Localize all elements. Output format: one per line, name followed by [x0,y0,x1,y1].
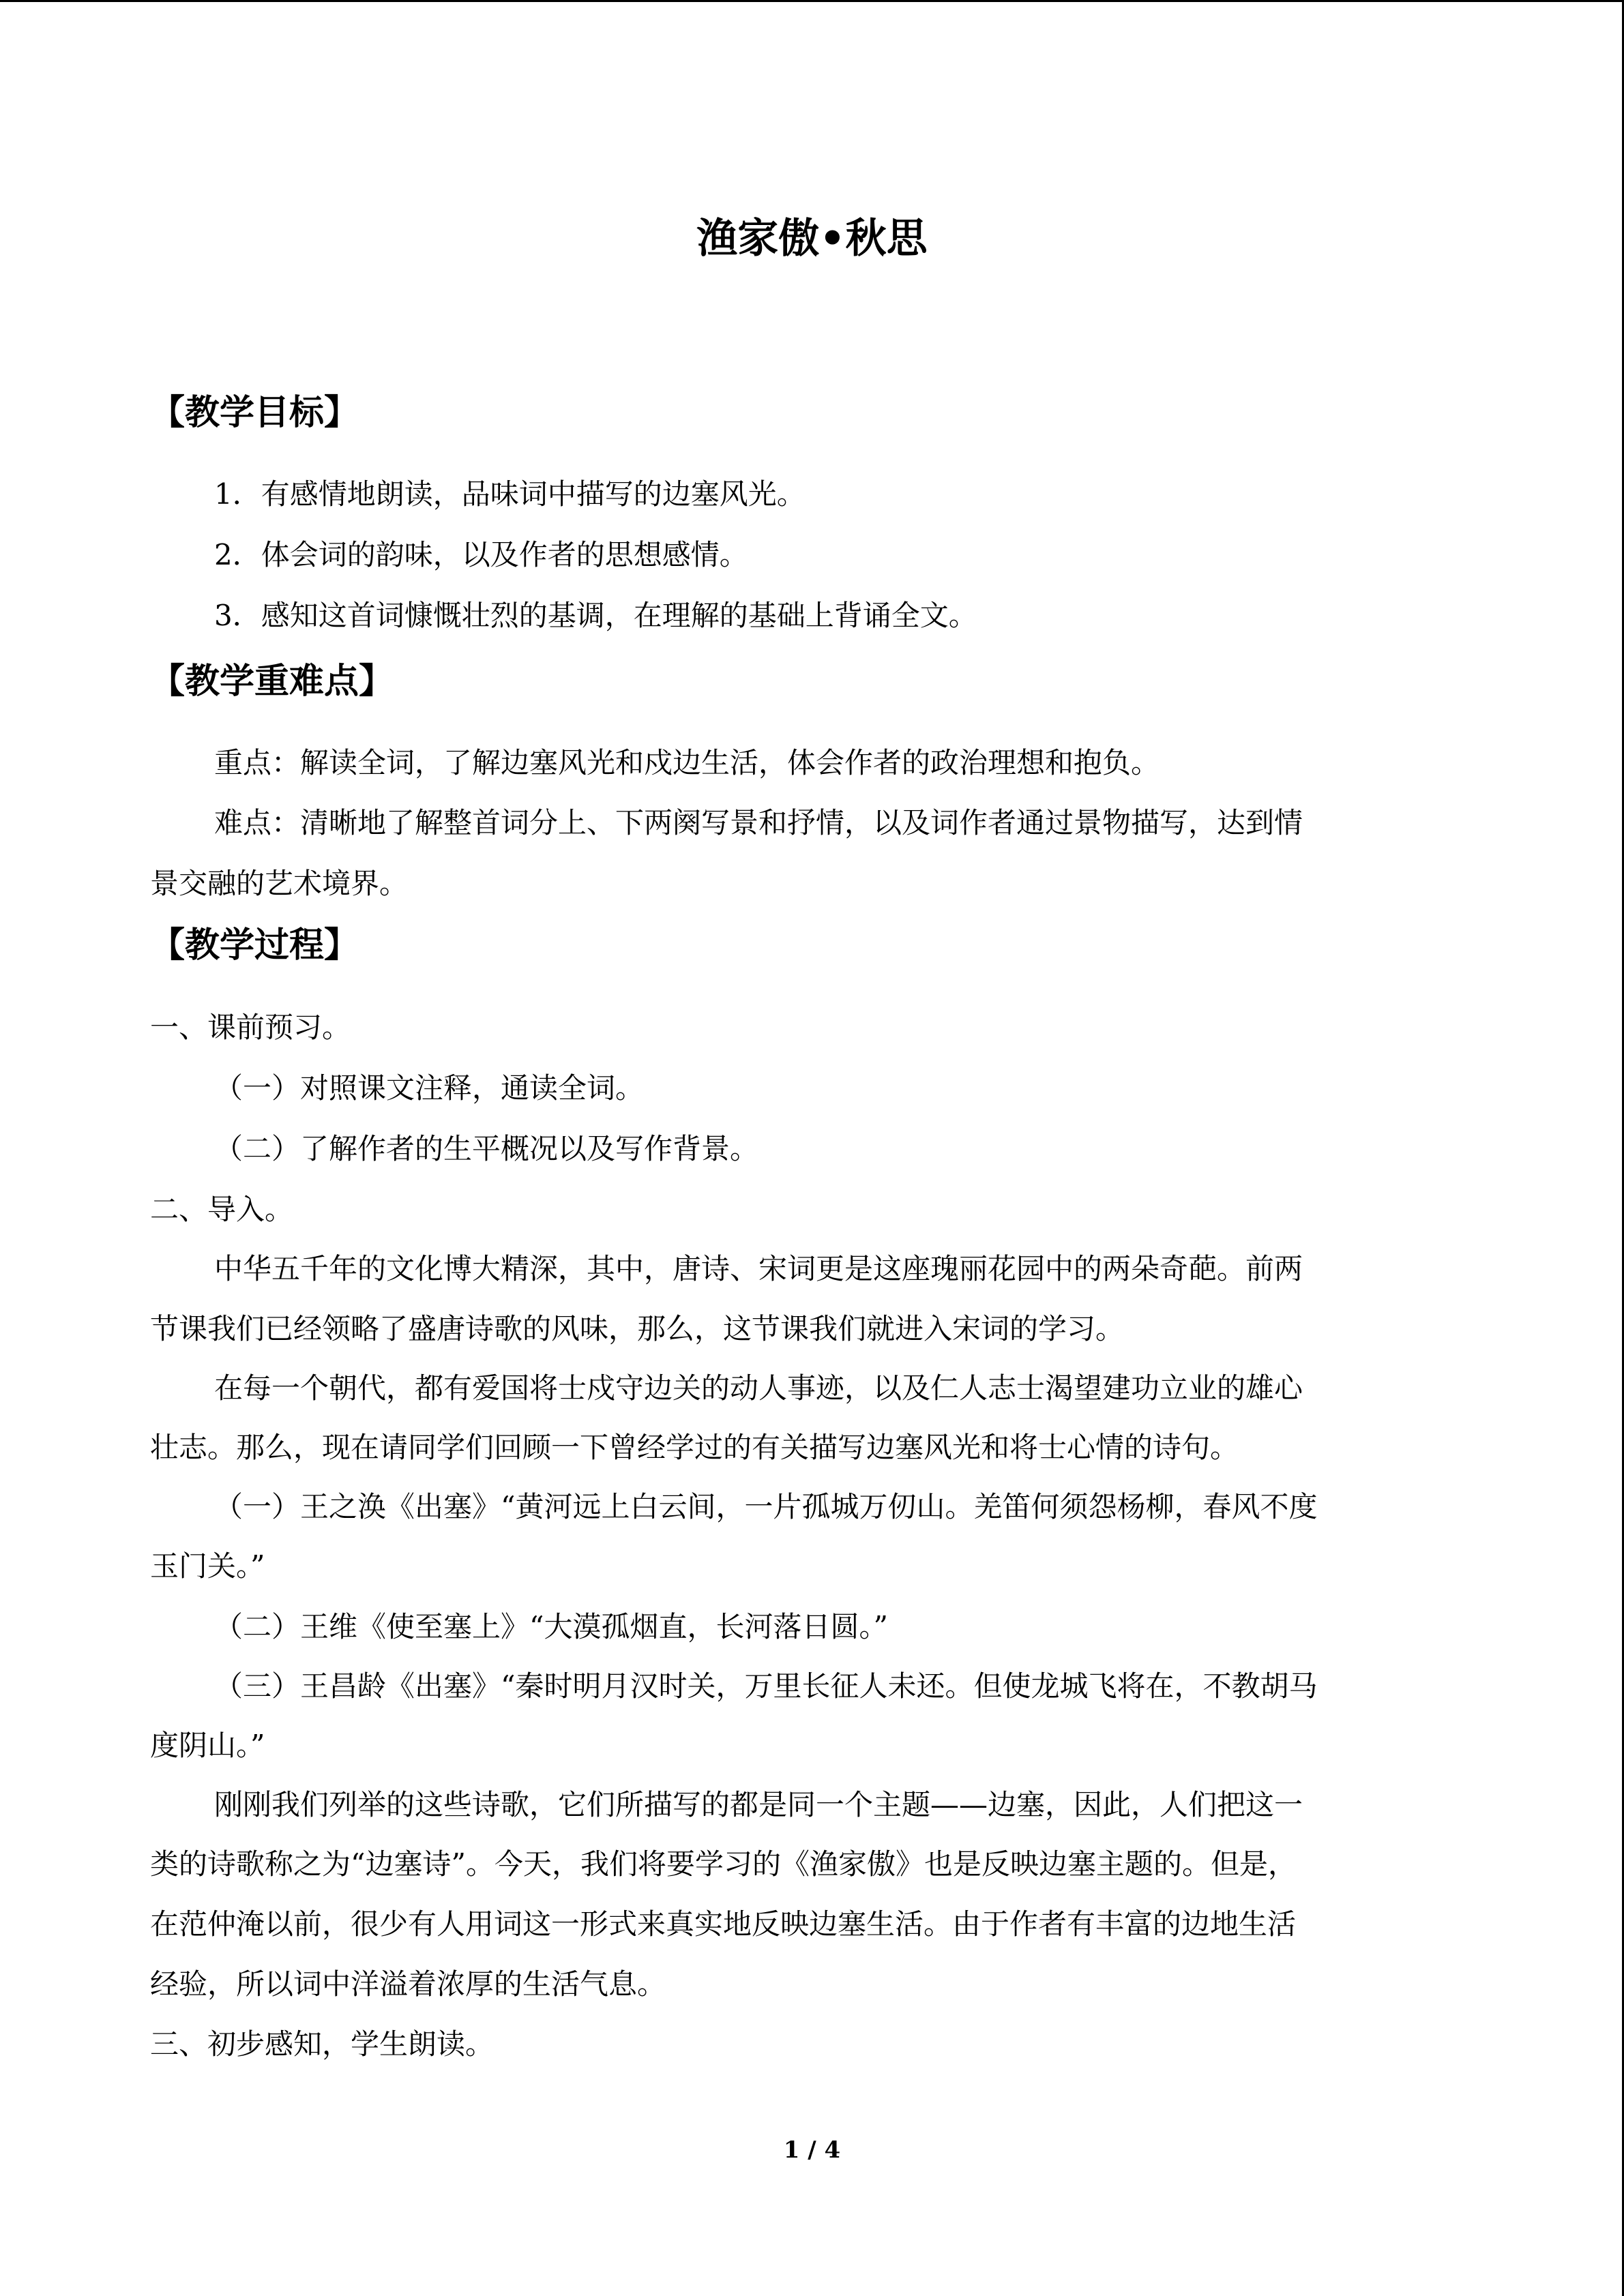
process-substep: （一）对照课文注释，通读全词。 [214,1071,645,1105]
paragraph-line: 中华五千年的文化博大精深，其中，唐诗、宋词更是这座瑰丽花园中的两朵奇葩。前两 [214,1252,1303,1285]
heading-objectives: 【教学目标】 [150,393,359,433]
process-step: 三、初步感知，学生朗读。 [150,2027,494,2061]
objective-item: 1．有感情地朗读，品味词中描写的边塞风光。 [214,477,806,511]
paragraph-line: 在每一个朝代，都有爱国将士戍守边关的动人事迹，以及仁人志士渴望建功立业的雄心 [214,1371,1303,1405]
difficult-point-text: 难点：清晰地了解整首词分上、下两阕写景和抒情，以及词作者通过景物描写，达到情 [214,806,1303,839]
process-step: 一、课前预习。 [150,1011,351,1044]
poem-quote-line: （二）王维《使至塞上》“大漠孤烟直，长河落日圆。” [214,1610,888,1643]
paragraph-line: 壮志。那么，现在请同学们回顾一下曾经学过的有关描写边塞风光和将士心情的诗句。 [150,1431,1239,1464]
paragraph-line: 刚刚我们列举的这些诗歌，它们所描写的都是同一个主题——边塞，因此，人们把这一 [214,1788,1303,1821]
poem-quote-line: 度阴山。” [150,1729,265,1762]
heading-key-points: 【教学重难点】 [150,661,394,702]
page-title: 渔家傲•秋思 [696,215,928,263]
poem-quote-line: （一）王之涣《出塞》“黄河远上白云间，一片孤城万仞山。羌笛何须怨杨柳，春风不度 [214,1490,1318,1523]
page-number: 1 / 4 [783,2136,841,2164]
paragraph-line: 节课我们已经领略了盛唐诗歌的风味，那么，这节课我们就进入宋词的学习。 [150,1312,1125,1345]
objective-item: 2．体会词的韵味，以及作者的思想感情。 [214,538,748,571]
key-point-text: 重点：解读全词，了解边塞风光和戍边生活，体会作者的政治理想和抱负。 [214,746,1160,779]
poem-quote-line: 玉门关。” [150,1549,265,1583]
page-border-top [0,0,1624,2]
paragraph-line: 类的诗歌称之为“边塞诗”。今天，我们将要学习的《渔家傲》也是反映边塞主题的。但是， [150,1847,1297,1881]
poem-quote-line: （三）王昌龄《出塞》“秦时明月汉时关，万里长征人未还。但使龙城飞将在，不教胡马 [214,1669,1318,1703]
paragraph-line: 经验，所以词中洋溢着浓厚的生活气息。 [150,1967,666,2001]
process-substep: （二）了解作者的生平概况以及写作背景。 [214,1132,759,1165]
paragraph-line: 在范仲淹以前，很少有人用词这一形式来真实地反映边塞生活。由于作者有丰富的边地生活 [150,1907,1297,1941]
heading-process: 【教学过程】 [150,925,359,966]
difficult-point-text: 景交融的艺术境界。 [150,867,409,900]
objective-item: 3．感知这首词慷慨壮烈的基调，在理解的基础上背诵全文。 [214,599,977,632]
process-step: 二、导入。 [150,1193,294,1226]
